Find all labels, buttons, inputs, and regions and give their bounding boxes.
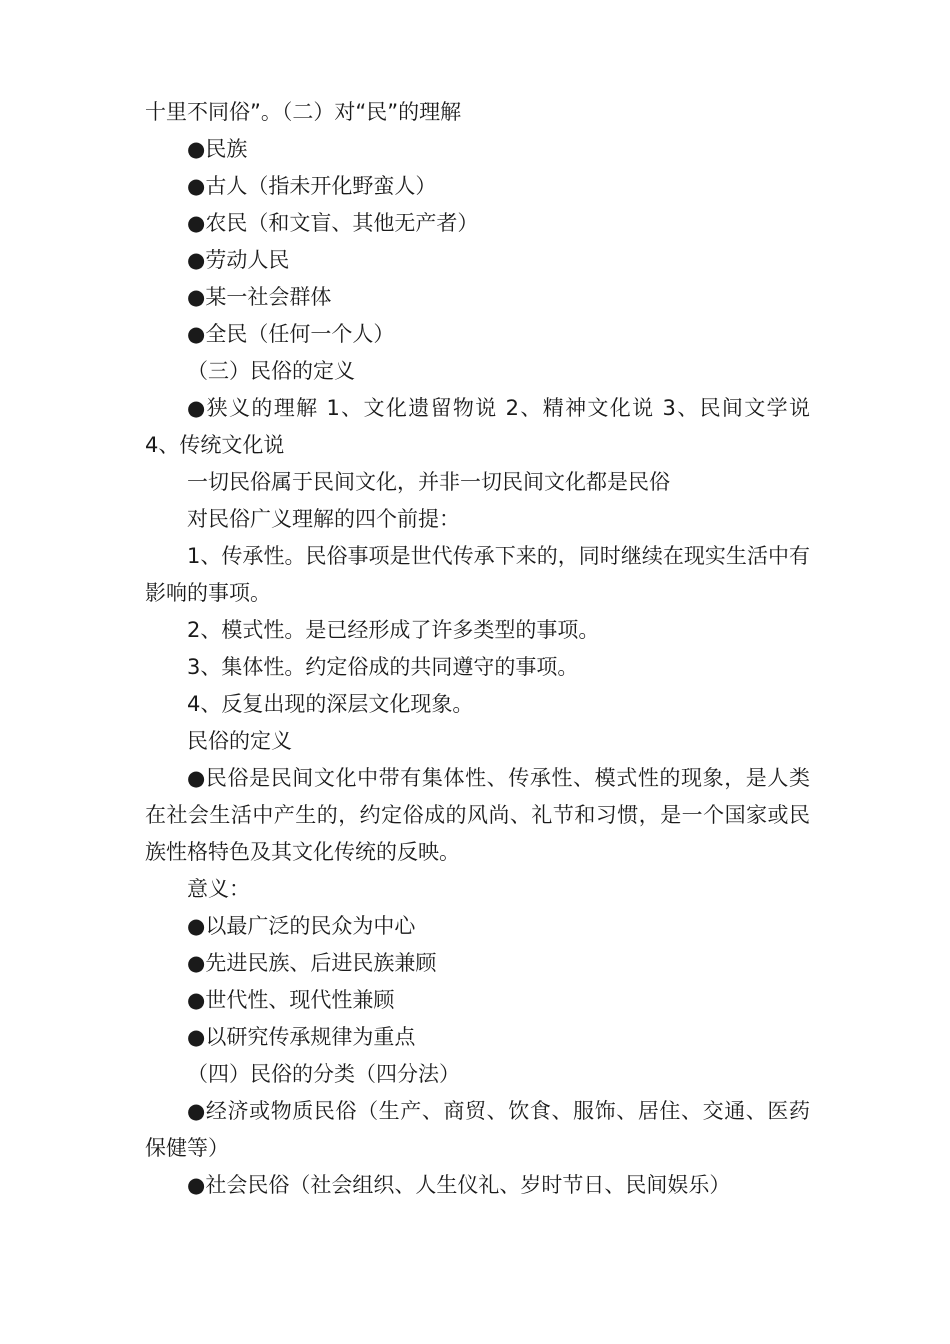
list-item: ●民俗是民间文化中带有集体性、传承性、模式性的现象，是人类在社会生活中产生的，约定俗成的风尚、礼节和习惯，是一个国家或民族性格特色及其文化传统的反映。: [145, 766, 810, 864]
list-item: ●古人（指未开化野蛮人）: [187, 174, 437, 198]
list-item: ●民族: [187, 137, 248, 161]
list-item: ●先进民族、后进民族兼顾: [187, 951, 437, 975]
list-item: ●劳动人民: [187, 248, 290, 272]
section-heading: 民俗的定义: [187, 729, 292, 753]
list-item: ●狭义的理解 1、文化遗留物说 2、精神文化说 3、民间文学说 4、传统文化说: [145, 396, 810, 457]
paragraph: 4、反复出现的深层文化现象。: [187, 692, 474, 716]
section-heading: （三）民俗的定义: [187, 359, 355, 383]
section-heading: （四）民俗的分类（四分法）: [187, 1062, 460, 1086]
paragraph: 2、模式性。是已经形成了许多类型的事项。: [187, 618, 600, 642]
document-body: [145, 94, 810, 1204]
paragraph: 一切民俗属于民间文化，并非一切民间文化都是民俗: [187, 470, 670, 494]
paragraph: 十里不同俗”。（二）对“民”的理解: [145, 100, 462, 124]
list-item: ●以研究传承规律为重点: [187, 1025, 416, 1049]
list-item: ●社会民俗（社会组织、人生仪礼、岁时节日、民间娱乐）: [187, 1173, 731, 1197]
list-item: ●世代性、现代性兼顾: [187, 988, 395, 1012]
list-item: ●农民（和文盲、其他无产者）: [187, 211, 479, 235]
paragraph: 1、传承性。民俗事项是世代传承下来的，同时继续在现实生活中有影响的事项。: [145, 544, 810, 605]
paragraph: 对民俗广义理解的四个前提：: [187, 507, 460, 531]
paragraph: 意义：: [187, 877, 250, 901]
paragraph: 3、集体性。约定俗成的共同遵守的事项。: [187, 655, 579, 679]
list-item: ●经济或物质民俗（生产、商贸、饮食、服饰、居住、交通、医药保健等）: [145, 1099, 810, 1160]
list-item: ●某一社会群体: [187, 285, 332, 309]
list-item: ●全民（任何一个人）: [187, 322, 395, 346]
list-item: ●以最广泛的民众为中心: [187, 914, 416, 938]
